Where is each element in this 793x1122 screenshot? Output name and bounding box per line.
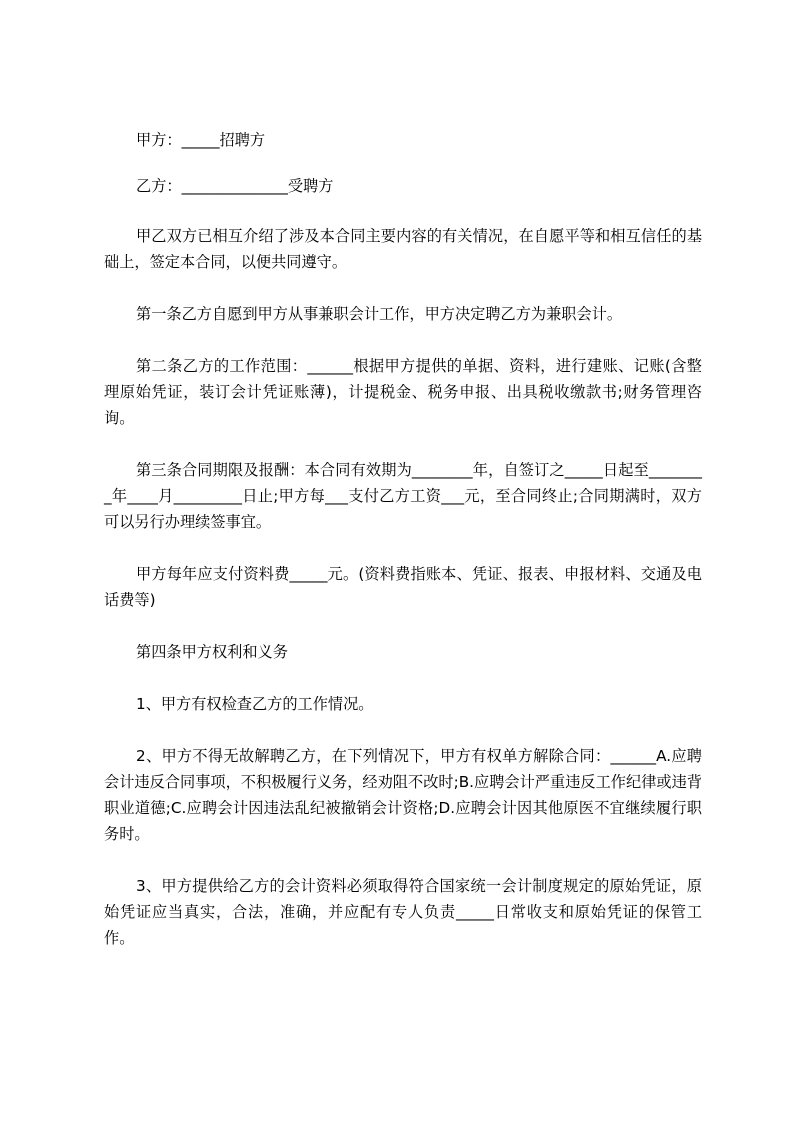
article-3-paragraph: 第三条合同期限及报酬：本合同有效期为________年，自签订之_____日起至________年____月_________日止;甲方每___支付乙方工资___元，至合同终止;合同期满时，双方可以另行办理续签事宜。 (104, 461, 702, 531)
article-1-paragraph: 第一条乙方自愿到甲方从事兼职会计工作，甲方决定聘乙方为兼职会计。 (136, 305, 622, 323)
article-2-paragraph: 第二条乙方的工作范围：______根据甲方提供的单据、资料，进行建账、记账(含整理原始凭证，装订会计凭证账薄)，计提税金、税务申报、出具税收缴款书;财务管理咨询。 (104, 357, 702, 427)
document-body (104, 127, 702, 951)
materials-fee-paragraph: 甲方每年应支付资料费_____元。(资料费指账本、凭证、报表、申报材料、交通及电话费等) (104, 565, 702, 609)
article-4-item-2: 2、甲方不得无故解聘乙方，在下列情况下，甲方有权单方解除合同：______A.应聘会计违反合同事项，不积极履行义务，经劝阻不改时;B.应聘会计严重违反工作纪律或违背职业道德;C.应聘会计因违法乱纪被撤销会计资格;D.应聘会计因其他原医不宜继续履行职务时。 (104, 747, 702, 843)
article-4-heading: 第四条甲方权利和义务 (136, 643, 288, 661)
article-4-item-1: 1、甲方有权检查乙方的工作情况。 (136, 695, 374, 713)
party-b-line: 乙方：______________受聘方 (136, 177, 334, 195)
preamble-paragraph: 甲乙双方已相互介绍了涉及本合同主要内容的有关情况，在自愿平等和相互信任的基础上，签定本合同，以便共同遵守。 (104, 227, 702, 271)
article-4-item-3: 3、甲方提供给乙方的会计资料必须取得符合国家统一会计制度规定的原始凭证，原始凭证应当真实，合法，准确，并应配有专人负责_____日常收支和原始凭证的保管工作。 (104, 877, 702, 947)
party-a-line: 甲方：_____招聘方 (136, 131, 266, 149)
